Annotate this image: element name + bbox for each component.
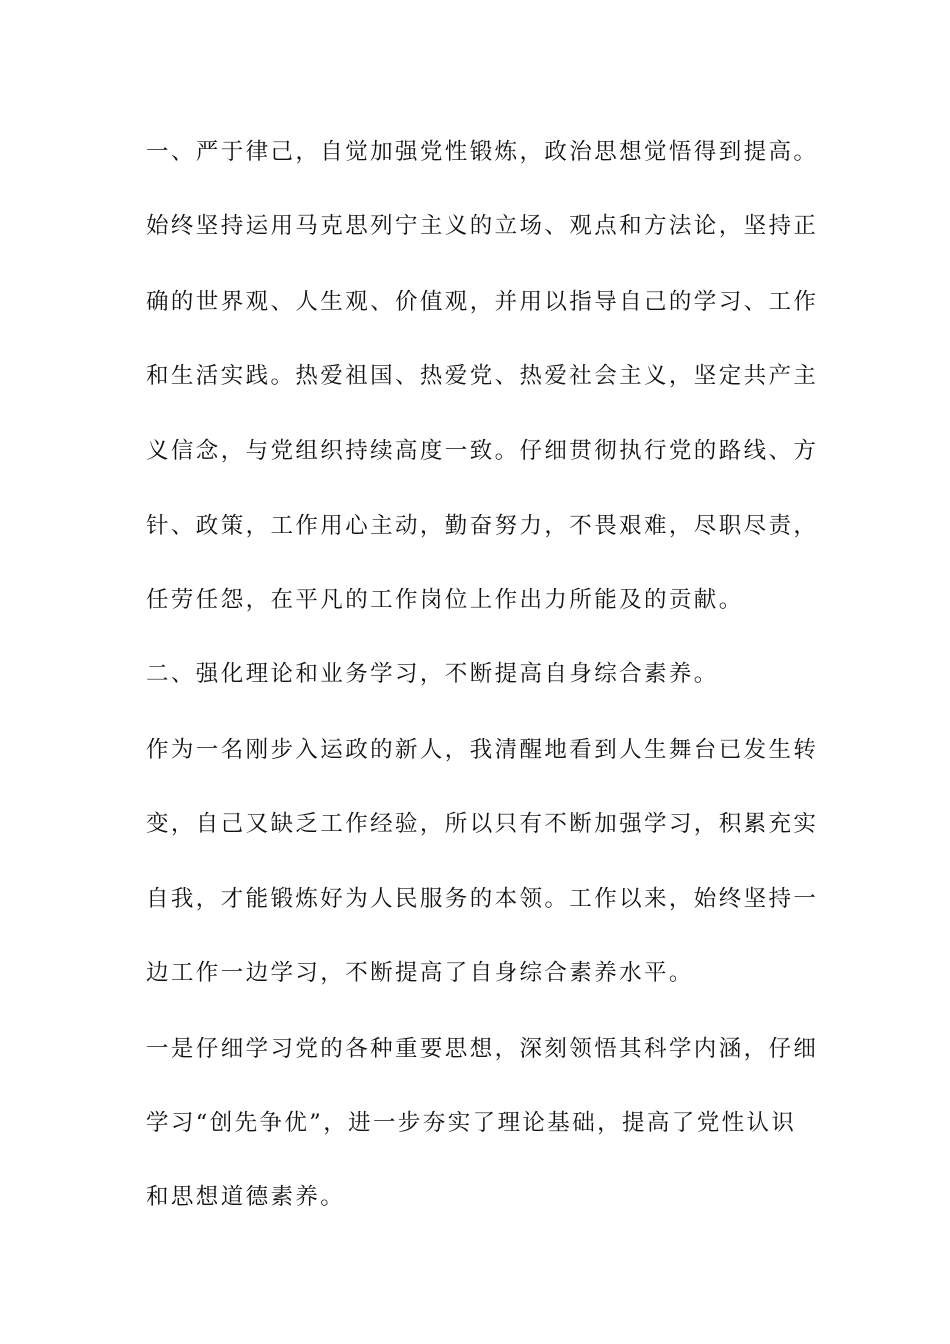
paragraph-line: 作为一名刚步入运政的新人，我清醒地看到人生舞台已发生转 — [146, 737, 819, 763]
paragraph-line: 和生活实践。热爱祖国、热爱党、热爱社会主义，坚定共产主 — [146, 363, 819, 389]
heading-section-two: 二、强化理论和业务学习，不断提高自身综合素养。 — [146, 661, 719, 687]
heading-section-one: 一、严于律己，自觉加强党性锻炼，政治思想觉悟得到提高。 — [146, 139, 819, 165]
paragraph-line: 变，自己又缺乏工作经验，所以只有不断加强学习，积累充实 — [146, 811, 819, 837]
paragraph-line: 针、政策，工作用心主动，勤奋努力，不畏艰难，尽职尽责， — [146, 513, 819, 539]
paragraph-line: 和思想道德素养。 — [146, 1184, 346, 1210]
paragraph-line: 任劳任怨，在平凡的工作岗位上作出力所能及的贡献。 — [146, 587, 744, 613]
paragraph-line: 边工作一边学习，不断提高了自身综合素养水平。 — [146, 960, 694, 986]
paragraph-line: 自我，才能锻炼好为人民服务的本领。工作以来，始终坚持一 — [146, 886, 819, 912]
paragraph-line: 学习“创先争优”，进一步夯实了理论基础，提高了党性认识 — [146, 1110, 797, 1136]
paragraph-line: 始终坚持运用马克思列宁主义的立场、观点和方法论，坚持正 — [146, 213, 819, 239]
paragraph-line: 确的世界观、人生观、价值观，并用以指导自己的学习、工作 — [146, 289, 819, 315]
paragraph-line: 义信念，与党组织持续高度一致。仔细贯彻执行党的路线、方 — [146, 438, 819, 464]
paragraph-line: 一是仔细学习党的各种重要思想，深刻领悟其科学内涵，仔细 — [146, 1036, 819, 1062]
